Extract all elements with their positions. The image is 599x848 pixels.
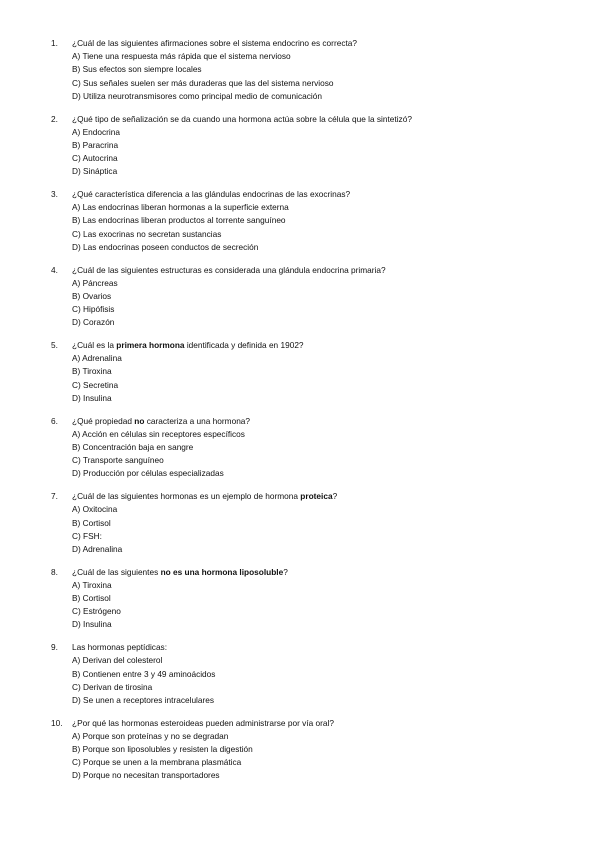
answer-option: B) Cortisol (72, 517, 111, 528)
answer-option: C) FSH: (72, 530, 102, 541)
answer-option: C) Derivan de tirosina (72, 681, 153, 692)
question-text-segment: ? (283, 566, 288, 577)
question-number: 3. (51, 189, 58, 200)
answer-option: B) Ovarios (72, 290, 112, 301)
question-text-segment: ¿Cuál de las siguientes (72, 566, 161, 577)
answer-option: B) Concentración baja en sangre (72, 441, 194, 452)
question-text-segment: caracteriza a una hormona? (144, 415, 251, 426)
answer-option: D) Las endocrinas poseen conductos de secreción (72, 241, 259, 252)
answer-option: C) Autocrina (72, 153, 118, 164)
question-item (51, 566, 571, 632)
question-stem (51, 188, 571, 201)
answer-option: D) Se unen a receptores intracelulares (72, 694, 215, 705)
question-number: 9. (51, 642, 58, 653)
question-item (51, 490, 571, 556)
question-item (51, 415, 571, 481)
answer-option: D) Sináptica (72, 166, 118, 177)
answer-option: A) Porque son proteínas y no se degradan (72, 730, 229, 741)
question-stem (51, 566, 571, 579)
question-text-bold: no (134, 415, 145, 426)
question-text (72, 566, 288, 579)
answer-option: A) Derivan del colesterol (72, 655, 163, 666)
question-number: 10. (51, 717, 63, 728)
answer-option: C) Estrógeno (72, 606, 121, 617)
question-text-bold: no es una hormona liposoluble (160, 566, 284, 577)
question-number: 6. (51, 415, 58, 426)
question-text (72, 339, 304, 352)
question-number: 8. (51, 566, 58, 577)
answer-option: B) Las endocrinas liberan productos al torrente sanguíneo (72, 215, 286, 226)
answer-option: D) Porque no necesitan transportadores (72, 770, 220, 781)
question-text-segment: identificada y definida en 1902? (184, 340, 304, 351)
question-text (72, 415, 250, 428)
question-text-bold: proteica (300, 491, 333, 502)
answer-option: D) Utiliza neurotransmisores como principal medio de comunicación (72, 90, 322, 101)
answer-option: D) Insulina (72, 392, 112, 403)
question-item (51, 113, 571, 179)
answer-option: D) Corazón (72, 317, 115, 328)
question-text-bold: primera hormona (116, 340, 185, 351)
answer-option: B) Porque son liposolubles y resisten la digestión (72, 744, 253, 755)
answer-option: A) Tiene una respuesta más rápida que el sistema nervioso (72, 51, 291, 62)
question-item (51, 188, 571, 254)
question-text-segment: ¿Qué característica diferencia a las glándulas endocrinas de las exocrinas? (72, 189, 351, 200)
answer-option: B) Contienen entre 3 y 49 aminoácidos (72, 668, 216, 679)
question-text-segment: ¿Qué tipo de señalización se da cuando una hormona actúa sobre la célula que la sintetizó? (72, 113, 412, 124)
question-text-segment: ¿Cuál de las siguientes estructuras es considerada una glándula endocrina primaria? (72, 264, 386, 275)
answer-option: A) Tiroxina (72, 579, 112, 590)
question-text-segment: ¿Cuál es la (72, 340, 117, 351)
question-text (72, 717, 334, 730)
question-text (72, 264, 386, 277)
answer-option: A) Páncreas (72, 277, 118, 288)
answer-option: C) Transporte sanguíneo (72, 455, 164, 466)
answer-option: A) Oxitocina (72, 504, 118, 515)
answer-option: C) Sus señales suelen ser más duraderas que las del sistema nervioso (72, 77, 334, 88)
question-text-segment: ¿Cuál de las siguientes hormonas es un ejemplo de hormona (72, 491, 301, 502)
answer-option: A) Las endocrinas liberan hormonas a la superficie externa (72, 202, 289, 213)
question-stem (51, 415, 571, 428)
answer-option: C) Hipófisis (72, 304, 115, 315)
question-text-segment: ¿Por qué las hormonas esteroideas pueden administrarse por vía oral? (72, 717, 334, 728)
question-list (51, 37, 571, 792)
answer-option: A) Acción en células sin receptores específicos (72, 428, 245, 439)
question-number: 7. (51, 491, 58, 502)
question-number: 1. (51, 38, 58, 48)
question-text (72, 490, 337, 503)
question-stem (51, 717, 571, 730)
question-item (51, 717, 571, 783)
question-text-segment: ? (332, 491, 338, 502)
question-text (72, 641, 167, 654)
question-text (72, 113, 412, 126)
question-stem (51, 113, 571, 126)
question-text-segment: ¿Cuál de las siguientes afirmaciones sobre el sistema endocrino es correcta? (72, 38, 357, 48)
answer-option: A) Endocrina (72, 126, 120, 137)
answer-option: A) Adrenalina (72, 353, 122, 364)
answer-option: B) Cortisol (72, 593, 111, 604)
answer-option: B) Tiroxina (72, 366, 112, 377)
question-item (51, 339, 571, 405)
question-item (51, 641, 571, 707)
question-stem (51, 339, 571, 352)
question-item (51, 37, 571, 103)
question-stem (51, 490, 571, 503)
question-text-segment: Las hormonas peptídicas: (72, 642, 168, 653)
question-number: 4. (51, 264, 58, 275)
answer-option: D) Insulina (72, 619, 112, 630)
question-text (72, 37, 357, 50)
answer-option: C) Porque se unen a la membrana plasmática (72, 757, 242, 768)
question-stem (51, 264, 571, 277)
answer-option: D) Producción por células especializadas (72, 468, 224, 479)
answer-option: B) Paracrina (72, 139, 119, 150)
question-stem (51, 37, 571, 50)
answer-option: B) Sus efectos son siempre locales (72, 64, 202, 75)
answer-option: C) Secretina (72, 379, 119, 390)
answer-option: C) Las exocrinas no secretan sustancias (72, 228, 222, 239)
question-stem (51, 641, 571, 654)
question-item (51, 264, 571, 330)
answer-option: D) Adrenalina (72, 543, 123, 554)
question-text-segment: ¿Qué propiedad (72, 415, 135, 426)
question-text (72, 188, 350, 201)
question-number: 2. (51, 113, 58, 124)
question-number: 5. (51, 340, 58, 351)
